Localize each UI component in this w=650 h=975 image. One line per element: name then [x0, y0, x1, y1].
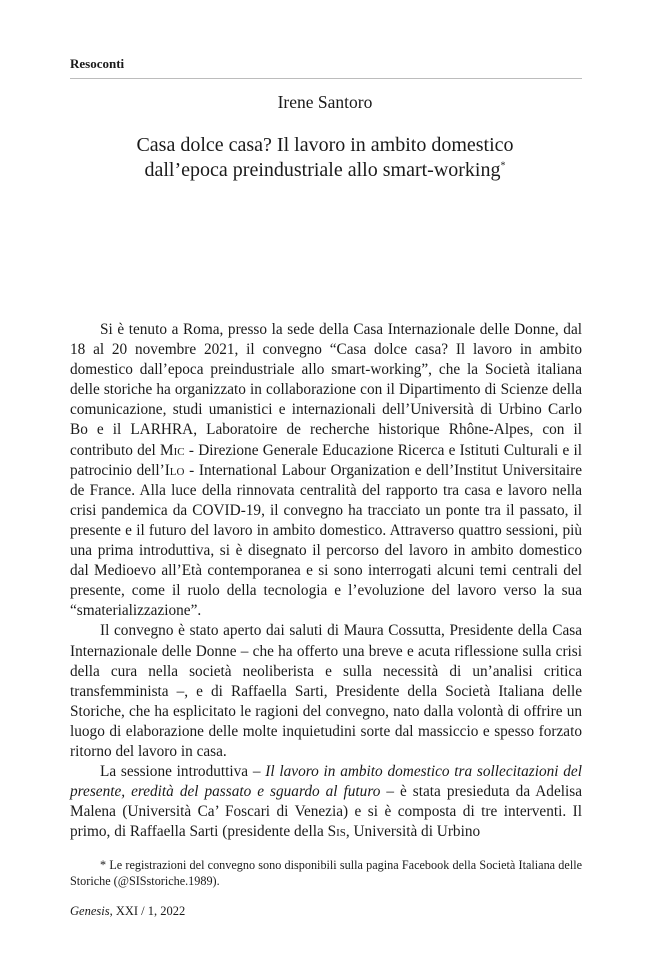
article-title — [90, 133, 560, 183]
section-label: Resoconti — [70, 56, 125, 71]
acronym-mic: Mic — [160, 441, 185, 459]
paragraph-3-text-a: La sessione introduttiva – — [100, 763, 266, 781]
header-rule — [70, 78, 582, 79]
acronym-sis: Sis — [327, 823, 346, 841]
title-line-2-text: dall’epoca preindustriale allo smart-working — [144, 159, 501, 181]
journal-name: Genesis — [70, 904, 110, 918]
paragraph-3-text-c: , Università di Urbino — [345, 823, 481, 841]
footnote-text: * Le registrazioni del convegno sono disponibili sulla pagina Facebook della Società Italiana delle Storiche (@SISstoriche.1989). — [70, 858, 582, 888]
journal-citation — [70, 904, 185, 919]
footnote — [70, 857, 582, 889]
title-line-2 — [90, 158, 560, 183]
paragraph-1-text-a: Si è tenuto a Roma, presso la sede della Casa Internazionale delle Donne, dal 18 al 20 novembre 2021, il convegno “Casa dolce casa? Il lavoro in ambito domestico dall’epoca preindustriale allo smart-working”, che la Società italiana delle storiche ha organizzato in collaborazione con il Dipartimento di Scienze della comunicazione, studi umanistici e internazionali dell’Università di Urbino Carlo Bo e il LARHRA, Laboratoire de recherche historique Rhône-Alpes, con il contributo del — [70, 321, 582, 459]
paragraph-1-text-b: - Direzione Generale Educazione Ricerca e Istituti Culturali e il patrocinio dell’ — [70, 441, 582, 479]
paragraph-3 — [70, 762, 582, 842]
paragraph-3-text-b: – è stata presieduta da Adelisa Malena (Università Ca’ Foscari di Venezia) e si è composta di tre interventi. Il primo, di Raffaella Sarti (presidente della — [70, 783, 582, 841]
session-title: Il lavoro in ambito domestico tra sollecitazioni del presente, eredità del passato e sguardo al futuro — [70, 763, 582, 801]
journal-issue: , XXI / 1, 2022 — [109, 904, 186, 918]
paragraph-1 — [70, 320, 582, 621]
author-name: Irene Santoro — [277, 92, 373, 112]
title-line-1: Casa dolce casa? Il lavoro in ambito domestico — [136, 134, 514, 156]
article-body — [70, 320, 582, 842]
paragraph-1-text-c: - International Labour Organization e dell’Institut Universitaire de France. Alla luce della rinnovata centralità del rapporto tra casa e lavoro nella crisi pandemica da COVID-19, il convegno ha tracciato un ponte tra il passato, il presente e il futuro del lavoro in ambito domestico. Attraverso quattro sessioni, più una prima introduttiva, si è disegnato il percorso del lavoro in ambito domestico dal Medioevo all’Età contemporanea e si sono interrogati alcuni temi centrali del presente, come il ruolo della tecnologia e l’evoluzione del lavoro verso la sua “smaterializzazione”. — [70, 461, 583, 620]
paragraph-2: Il convegno è stato aperto dai saluti di Maura Cossutta, Presidente della Casa Internazionale delle Donne – che ha offerto una breve e acuta riflessione sulla crisi della cura nella società neoliberista e sulla necessità di un’analisi critica transfemminista –, e di Raffaella Sarti, Presidente della Società Italiana delle Storiche, che ha esplicitato le ragioni del convegno, nato dalla volontà di offrire un luogo di elaborazione delle molte inquietudini sorte dal massiccio e spesso forzato ritorno del lavoro in casa. — [70, 622, 582, 760]
footnote-marker[interactable]: * — [500, 160, 506, 172]
acronym-ilo: Ilo — [164, 461, 185, 479]
